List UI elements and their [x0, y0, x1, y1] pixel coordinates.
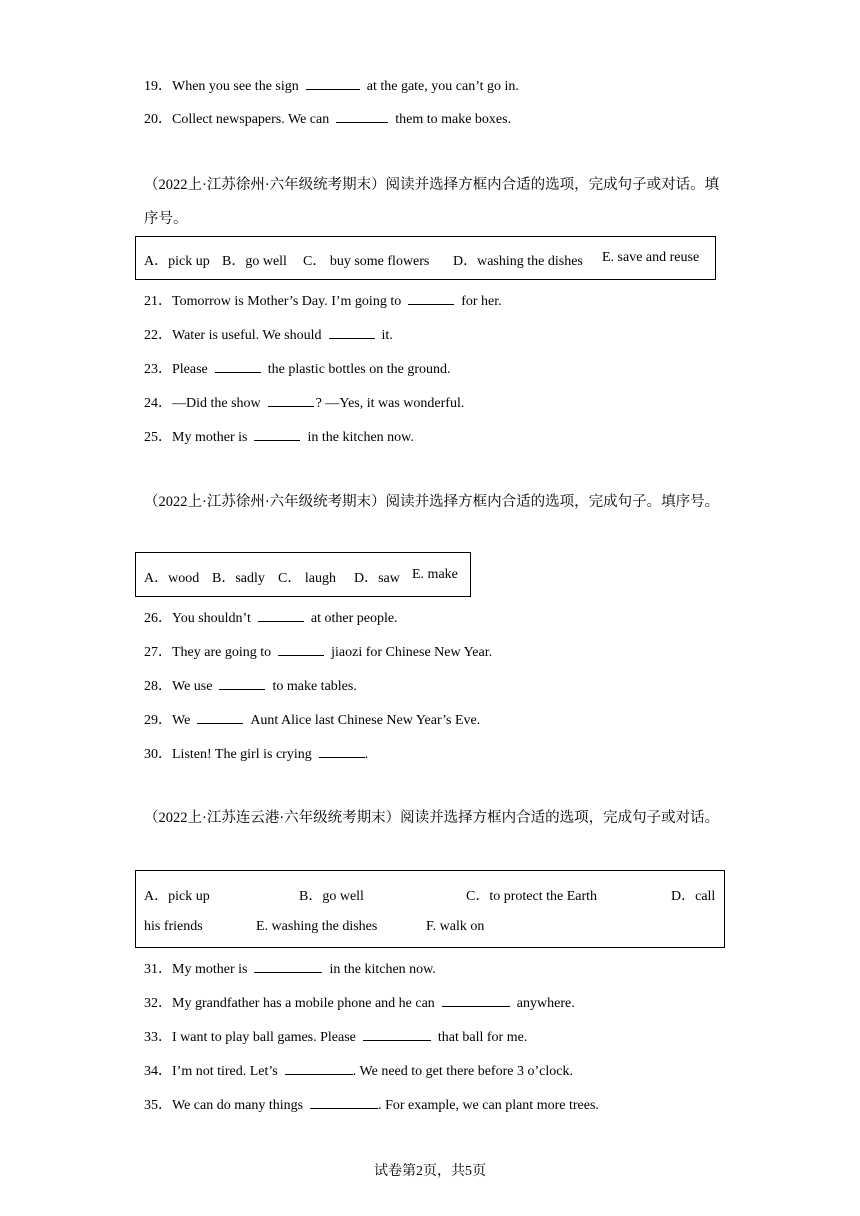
option-e: E. washing the dishes	[256, 919, 378, 934]
answer-blank[interactable]	[306, 88, 360, 90]
option-c: C． buy some flowers	[303, 254, 430, 269]
answer-blank[interactable]	[442, 1005, 510, 1007]
option-b: B．go well	[299, 889, 364, 904]
answer-blank[interactable]	[254, 971, 322, 973]
question-27: 27．They are going to jiaozi for Chinese New Year.	[144, 645, 493, 660]
option-b: B．sadly	[212, 571, 265, 586]
options-box	[135, 552, 471, 597]
option-d: D．saw	[354, 571, 400, 586]
options-box	[135, 236, 716, 280]
answer-blank[interactable]	[278, 654, 324, 656]
answer-blank[interactable]	[329, 337, 375, 339]
option-c: C． laugh	[278, 571, 336, 586]
question-25: 25．My mother is in the kitchen now.	[144, 430, 414, 445]
question-22: 22．Water is useful. We should it.	[144, 328, 393, 343]
question-20: 20．Collect newspapers. We can them to make boxes.	[144, 112, 512, 127]
answer-blank[interactable]	[197, 722, 243, 724]
answer-blank[interactable]	[254, 439, 300, 441]
page-footer: 试卷第2页，共5页	[374, 1164, 486, 1179]
question-23: 23．Please the plastic bottles on the ground.	[144, 362, 451, 377]
option-f: F. walk on	[426, 919, 485, 934]
option-c: C．to protect the Earth	[466, 889, 598, 904]
answer-blank[interactable]	[219, 688, 265, 690]
section-instruction: （2022上·江苏徐州·六年级统考期末）阅读并选择方框内合适的选项，完成句子。填序号。	[144, 494, 720, 510]
option-a: A．wood	[144, 571, 200, 586]
option-d-continued: his friends	[144, 919, 203, 934]
question-34: 34．I’m not tired. Let’s . We need to get there before 3 o’clock.	[144, 1064, 573, 1079]
answer-blank[interactable]	[285, 1073, 353, 1075]
question-30: 30．Listen! The girl is crying .	[144, 747, 369, 762]
question-19: 19．When you see the sign at the gate, you can’t go in.	[144, 79, 519, 94]
option-d: D．washing the dishes	[453, 254, 583, 269]
answer-blank[interactable]	[268, 405, 314, 407]
question-29: 29．We Aunt Alice last Chinese New Year’s Eve.	[144, 713, 481, 728]
answer-blank[interactable]	[319, 756, 365, 758]
option-e: E. save and reuse	[602, 250, 700, 265]
answer-blank[interactable]	[258, 620, 304, 622]
option-b: B．go well	[222, 254, 287, 269]
answer-blank[interactable]	[215, 371, 261, 373]
options-box	[135, 870, 725, 948]
question-21: 21．Tomorrow is Mother’s Day. I’m going to for her.	[144, 294, 502, 309]
answer-blank[interactable]	[408, 303, 454, 305]
section-instruction: （2022上·江苏连云港·六年级统考期末）阅读并选择方框内合适的选项，完成句子或对话。	[144, 810, 720, 826]
option-d: D．call	[671, 889, 716, 904]
question-26: 26．You shouldn’t at other people.	[144, 611, 398, 626]
question-31: 31．My mother is in the kitchen now.	[144, 962, 436, 977]
option-a: A．pick up	[144, 889, 210, 904]
answer-blank[interactable]	[363, 1039, 431, 1041]
question-32: 32．My grandfather has a mobile phone and he can anywhere.	[144, 996, 575, 1011]
option-a: A．pick up	[144, 254, 210, 269]
answer-blank[interactable]	[336, 121, 388, 123]
question-24: 24．—Did the show ? —Yes, it was wonderful.	[144, 396, 465, 411]
section-instruction: （2022上·江苏徐州·六年级统考期末）阅读并选择方框内合适的选项，完成句子或对话。填序号。	[144, 177, 720, 227]
option-e: E. make	[412, 567, 458, 582]
question-28: 28．We use to make tables.	[144, 679, 357, 694]
question-35: 35．We can do many things . For example, we can plant more trees.	[144, 1098, 599, 1113]
question-33: 33．I want to play ball games. Please that ball for me.	[144, 1030, 528, 1045]
answer-blank[interactable]	[310, 1107, 378, 1109]
